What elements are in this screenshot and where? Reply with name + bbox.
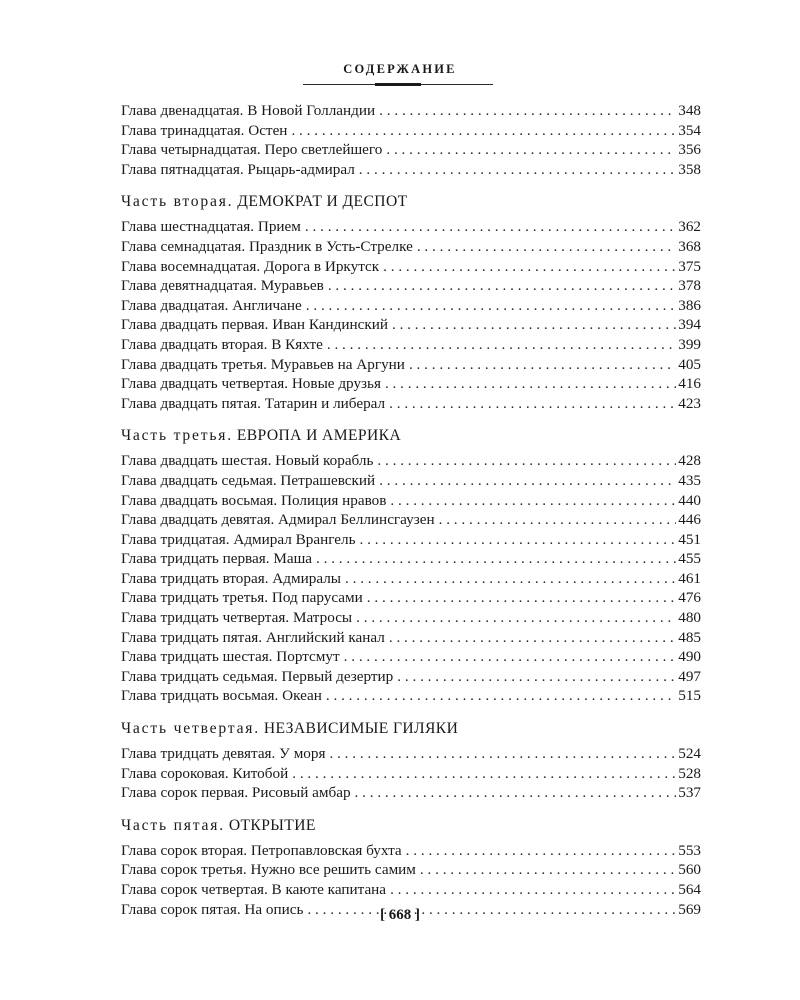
dot-leader <box>406 841 677 861</box>
chapter-page-number: 497 <box>678 667 701 685</box>
toc-entry <box>121 647 701 667</box>
toc-entry <box>121 569 701 589</box>
dot-leader <box>439 510 677 530</box>
chapter-title: Глава двадцать восьмая. Полиция нравов <box>121 491 387 509</box>
toc-entry <box>121 491 701 511</box>
part-heading <box>121 192 701 212</box>
chapter-page-number: 348 <box>678 102 701 119</box>
toc-entry <box>121 608 701 628</box>
chapter-page-number: 490 <box>678 648 701 666</box>
chapter-title: Глава тридцать первая. Маша <box>121 550 313 568</box>
chapter-title: Глава семнадцатая. Праздник в Усть-Стрелке <box>121 237 413 255</box>
dot-leader <box>306 296 676 316</box>
toc-entry <box>121 880 701 900</box>
toc-entry <box>121 296 701 316</box>
dot-leader <box>389 394 676 414</box>
chapter-title: Глава двадцать седьмая. Петрашевский <box>121 471 376 489</box>
dot-leader <box>360 530 677 550</box>
dot-leader <box>327 335 676 355</box>
chapter-title: Глава двадцать третья. Муравьев на Аргуни <box>121 355 405 373</box>
dot-leader <box>355 783 677 803</box>
chapter-title: Глава двадцать девятая. Адмирал Беллинсгаузен <box>121 511 435 529</box>
chapter-title: Глава четырнадцатая. Перо светлейшего <box>121 141 383 159</box>
chapter-title: Глава сорок третья. Нужно все решить самим <box>121 861 416 879</box>
chapter-title: Глава тридцать восьмая. Океан <box>121 687 322 705</box>
toc-entry <box>121 628 701 648</box>
chapter-page-number: 416 <box>678 375 701 393</box>
dot-leader <box>377 451 676 471</box>
toc-entry <box>121 549 701 569</box>
toc-section <box>121 816 701 919</box>
toc-entry <box>121 121 701 141</box>
toc-entry <box>121 764 701 784</box>
part-label: Часть вторая. <box>121 193 234 211</box>
chapter-page-number: 440 <box>678 491 701 509</box>
chapter-title: Глава девятнадцатая. Муравьев <box>121 277 324 295</box>
part-name: ДЕМОКРАТ И ДЕСПОТ <box>237 193 408 211</box>
chapter-title: Глава тридцать вторая. Адмиралы <box>121 569 341 587</box>
part-name: НЕЗАВИСИМЫЕ ГИЛЯКИ <box>263 720 459 738</box>
dot-leader <box>409 355 676 375</box>
toc-entry <box>121 140 701 160</box>
part-name: ОТКРЫТИЕ <box>228 816 316 834</box>
chapter-title: Глава восемнадцатая. Дорога в Иркутск <box>121 257 380 275</box>
chapter-page-number: 368 <box>678 237 701 255</box>
chapter-title: Глава тридцать четвертая. Матросы <box>121 609 353 627</box>
chapter-page-number: 528 <box>678 764 701 782</box>
dot-leader <box>392 315 676 335</box>
dot-leader <box>367 588 676 608</box>
chapter-title: Глава сороковая. Китобой <box>121 764 289 782</box>
part-label: Часть четвертая. <box>121 720 260 738</box>
header-rule-accent <box>375 83 421 86</box>
toc-entry <box>121 860 701 880</box>
page-header-title: СОДЕРЖАНИЕ <box>343 62 457 76</box>
dot-leader <box>383 257 676 277</box>
dot-leader <box>326 686 676 706</box>
dot-leader <box>345 569 676 589</box>
chapter-page-number: 569 <box>678 900 701 918</box>
dot-leader <box>328 276 676 296</box>
part-label: Часть пятая. <box>121 816 225 834</box>
chapter-page-number: 480 <box>678 609 701 627</box>
toc-entry <box>121 160 701 180</box>
chapter-page-number: 476 <box>678 589 701 607</box>
toc-entry <box>121 394 701 414</box>
toc-entry <box>121 744 701 764</box>
chapter-title: Глава двадцатая. Англичане <box>121 296 302 314</box>
chapter-page-number: 451 <box>678 530 701 548</box>
chapter-page-number: 375 <box>678 257 701 275</box>
dot-leader <box>390 880 676 900</box>
part-label: Часть третья. <box>121 427 233 445</box>
chapter-page-number: 564 <box>678 881 701 898</box>
toc-entry <box>121 686 701 706</box>
chapter-title: Глава тридцать пятая. Английский канал <box>121 628 385 646</box>
dot-leader <box>291 121 676 141</box>
chapter-title: Глава сорок пятая. На опись <box>121 900 304 918</box>
chapter-page-number: 524 <box>678 745 701 763</box>
chapter-title: Глава тринадцатая. Остен <box>121 121 288 139</box>
chapter-page-number: 399 <box>678 335 701 353</box>
chapter-title: Глава сорок первая. Рисовый амбар <box>121 784 351 802</box>
chapter-title: Глава сорок вторая. Петропавловская бухта <box>121 841 402 859</box>
chapter-title: Глава тридцать третья. Под парусами <box>121 589 363 607</box>
chapter-page-number: 428 <box>678 452 701 470</box>
chapter-page-number: 378 <box>678 277 701 295</box>
toc-entry <box>121 237 701 257</box>
toc-entry <box>121 588 701 608</box>
toc-entry <box>121 783 701 803</box>
chapter-page-number: 362 <box>678 218 701 236</box>
chapter-page-number: 405 <box>678 355 701 373</box>
toc-entry <box>121 374 701 394</box>
chapter-page-number: 553 <box>678 841 701 859</box>
chapter-title: Глава двадцать вторая. В Кяхте <box>121 335 323 353</box>
chapter-page-number: 394 <box>678 316 701 334</box>
toc-entry <box>121 530 701 550</box>
toc-entry <box>121 335 701 355</box>
chapter-title: Глава тридцать шестая. Портсмут <box>121 648 340 666</box>
toc-section <box>121 192 701 413</box>
part-heading <box>121 719 701 739</box>
chapter-title: Глава двадцать шестая. Новый корабль <box>121 452 374 470</box>
toc-entry <box>121 510 701 530</box>
chapter-title: Глава тридцатая. Адмирал Врангель <box>121 530 356 548</box>
chapter-title: Глава двадцать пятая. Татарин и либерал <box>121 394 386 412</box>
toc-entry <box>121 451 701 471</box>
part-heading <box>121 816 701 836</box>
chapter-page-number: 515 <box>678 687 701 705</box>
chapter-title: Глава двадцать четвертая. Новые друзья <box>121 375 381 393</box>
chapter-title: Глава тридцать девятая. У моря <box>121 745 326 763</box>
dot-leader <box>316 549 676 569</box>
dot-leader <box>344 647 677 667</box>
chapter-page-number: 354 <box>678 121 701 139</box>
dot-leader <box>305 217 676 237</box>
toc-entry <box>121 257 701 277</box>
dot-leader <box>329 744 676 764</box>
toc-section <box>121 426 701 706</box>
chapter-page-number: 356 <box>678 141 701 159</box>
chapter-page-number: 455 <box>678 550 701 568</box>
chapter-page-number: 386 <box>678 296 701 314</box>
chapter-title: Глава двенадцатая. В Новой Голландии <box>121 102 376 119</box>
dot-leader <box>359 160 676 180</box>
chapter-title: Глава двадцать первая. Иван Кандинский <box>121 316 388 334</box>
chapter-page-number: 485 <box>678 628 701 646</box>
chapter-page-number: 423 <box>678 394 701 412</box>
part-name: ЕВРОПА И АМЕРИКА <box>236 427 402 445</box>
chapter-page-number: 537 <box>678 784 701 802</box>
chapter-title: Глава пятнадцатая. Рыцарь-адмирал <box>121 160 355 178</box>
toc-entry <box>121 276 701 296</box>
dot-leader <box>379 471 676 491</box>
toc-section <box>121 101 701 179</box>
toc-section <box>121 719 701 803</box>
dot-leader <box>417 237 676 257</box>
chapter-title: Глава тридцать седьмая. Первый дезертир <box>121 667 394 685</box>
dot-leader <box>386 140 676 160</box>
dot-leader <box>420 860 676 880</box>
dot-leader <box>356 608 676 628</box>
toc-entry <box>121 841 701 861</box>
toc-entry <box>121 355 701 375</box>
chapter-page-number: 358 <box>678 160 701 178</box>
dot-leader <box>389 628 676 648</box>
dot-leader <box>397 667 676 687</box>
dot-leader <box>292 764 676 784</box>
toc-entry <box>121 667 701 687</box>
dot-leader <box>379 101 676 121</box>
chapter-title: Глава сорок четвертая. В каюте капитана <box>121 881 387 898</box>
dot-leader <box>390 491 676 511</box>
chapter-page-number: 446 <box>678 511 701 529</box>
toc-entry <box>121 471 701 491</box>
chapter-page-number: 435 <box>678 471 701 489</box>
chapter-page-number: 461 <box>678 569 701 587</box>
dot-leader <box>385 374 676 394</box>
toc-entry <box>121 101 701 121</box>
chapter-title: Глава шестнадцатая. Прием <box>121 218 301 236</box>
part-heading <box>121 426 701 446</box>
table-of-contents <box>121 101 701 919</box>
chapter-page-number: 560 <box>678 861 701 879</box>
toc-entry <box>121 315 701 335</box>
page-number: [ 668 ] <box>380 907 420 923</box>
toc-entry <box>121 217 701 237</box>
